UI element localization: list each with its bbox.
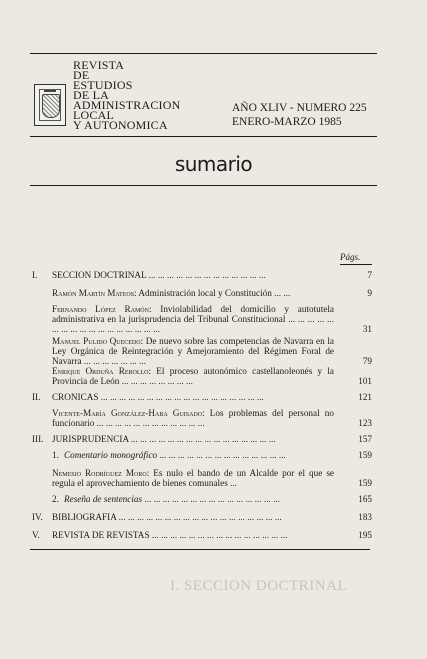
leader-dots: ... ... ... ... ... ... ... ... ... ... ... ... ... ... ... ... ... ... [116, 512, 282, 522]
section-title: CRONICAS [52, 392, 99, 402]
section-title: REVISTA DE REVISTAS [52, 530, 150, 540]
leader-dots: ... ... [271, 288, 291, 298]
journal-title-line: ESTUDIOS [73, 78, 133, 92]
subsection-title: Comentario monográfico [64, 450, 158, 460]
page-number: 165 [358, 494, 372, 504]
title-rule [30, 185, 377, 186]
page-number: 7 [367, 270, 372, 280]
pages-label-rule [340, 264, 372, 265]
leader-dots: ... ... ... ... ... ... ... ... ... ... ... ... ... [146, 270, 266, 280]
section-number: II. [32, 392, 41, 402]
leader-dots: ... ... ... ... ... ... ... ... ... ... ... ... [94, 418, 205, 429]
journal-title [73, 60, 180, 130]
article-title: : De nuevo sobre las competencias de Navarra en la Ley Orgánica de Reintegración y Amejoramiento del Régimen Foral de Navarra [52, 336, 334, 367]
leader-dots: ... ... ... ... ... ... ... ... ... ... ... ... ... ... ... ... ... [52, 314, 334, 335]
page-number: 195 [358, 530, 372, 540]
section-title: JURISPRUDENCIA [52, 434, 129, 444]
journal-logo [34, 84, 66, 126]
article-title: : Administración local y Constitución [134, 288, 272, 298]
article-author: Ramón Martín Mateos [52, 288, 135, 298]
subsection-title: Reseña de sentencias [64, 494, 143, 504]
top-rule [30, 53, 377, 54]
leader-dots: ... ... ... ... ... ... ... ... ... ... ... ... ... ... ... ... [128, 434, 276, 444]
leader-dots: ... ... ... ... ... ... ... ... [119, 376, 193, 387]
page-number: 159 [358, 478, 372, 488]
page-number: 31 [362, 324, 372, 334]
journal-title-line: DE [73, 68, 90, 82]
article-title: : Los problemas del personal no funcionario [52, 408, 334, 429]
leader-dots: ... ... ... ... ... ... ... ... ... ... ... ... ... ... ... ... ... ... [98, 392, 264, 402]
page-number: 9 [367, 288, 372, 298]
section-title: BIBLIOGRAFIA [52, 512, 117, 522]
journal-title-line: LOCAL [73, 108, 114, 122]
page-number: 79 [362, 356, 372, 366]
issue-number: AÑO XLIV - NUMERO 225 [232, 102, 367, 114]
subsection-number: 2. [52, 494, 59, 504]
bleed-through-text: I. SECCION DOCTRINAL [170, 578, 348, 594]
article-author: Vicente-María González-Haba Guisado [52, 408, 203, 418]
issue-date: ENERO-MARZO 1985 [232, 116, 342, 128]
article-author: Manuel Pulido Quecedo [52, 336, 141, 346]
article-title: : El proceso autonómico castellanoleonés y la Provincia de León [52, 366, 335, 387]
leader-dots: ... ... ... ... ... ... ... ... ... ... ... ... ... ... ... [149, 530, 288, 540]
article-author: Enrique Orduña Rebollo [52, 366, 149, 376]
section-number: V. [32, 530, 40, 540]
article-title: : Es nulo el bando de un Alcalde por el que se regula el aprovechamiento de bienes comunales [52, 468, 334, 489]
leader-dots: ... ... ... ... ... ... ... ... ... ... ... ... ... ... ... [142, 494, 280, 504]
bottom-rule [30, 549, 370, 550]
page-number: 183 [358, 512, 372, 522]
article-author: Fernando López Ramón [52, 304, 149, 314]
subsection-number: 1. [52, 450, 59, 460]
header-rule [30, 136, 377, 137]
article-title: : Inviolabilidad del domicilio y autotutela administrativa en la jurisprudencia del Tribunal Constitucional [52, 304, 334, 325]
section-number: IV. [32, 512, 43, 522]
page-title: sumario [174, 152, 253, 176]
section-title: SECCION DOCTRINAL [52, 270, 147, 280]
section-number: III. [32, 434, 44, 444]
pages-label: Págs. [340, 252, 361, 262]
journal-title-line: Y AUTONOMICA [73, 118, 168, 132]
journal-title-line: ADMINISTRACION [73, 98, 181, 112]
journal-title-line: REVISTA [73, 58, 125, 72]
leader-dots: ... ... ... ... ... ... ... [81, 356, 146, 367]
journal-title-line: DE LA [73, 88, 109, 102]
leader-dots: ... ... ... ... ... ... ... ... ... ... ... ... ... ... [157, 450, 286, 460]
page-number: 121 [358, 392, 372, 402]
section-number: I. [32, 270, 38, 280]
page-number: 123 [358, 418, 372, 428]
leader-dots: ... [227, 478, 237, 489]
page-number: 157 [358, 434, 372, 444]
article-author: Nemesio Rodríguez Moro [52, 468, 147, 478]
issue-info [232, 101, 374, 129]
page-number: 101 [358, 376, 372, 386]
page-number: 159 [358, 450, 372, 460]
